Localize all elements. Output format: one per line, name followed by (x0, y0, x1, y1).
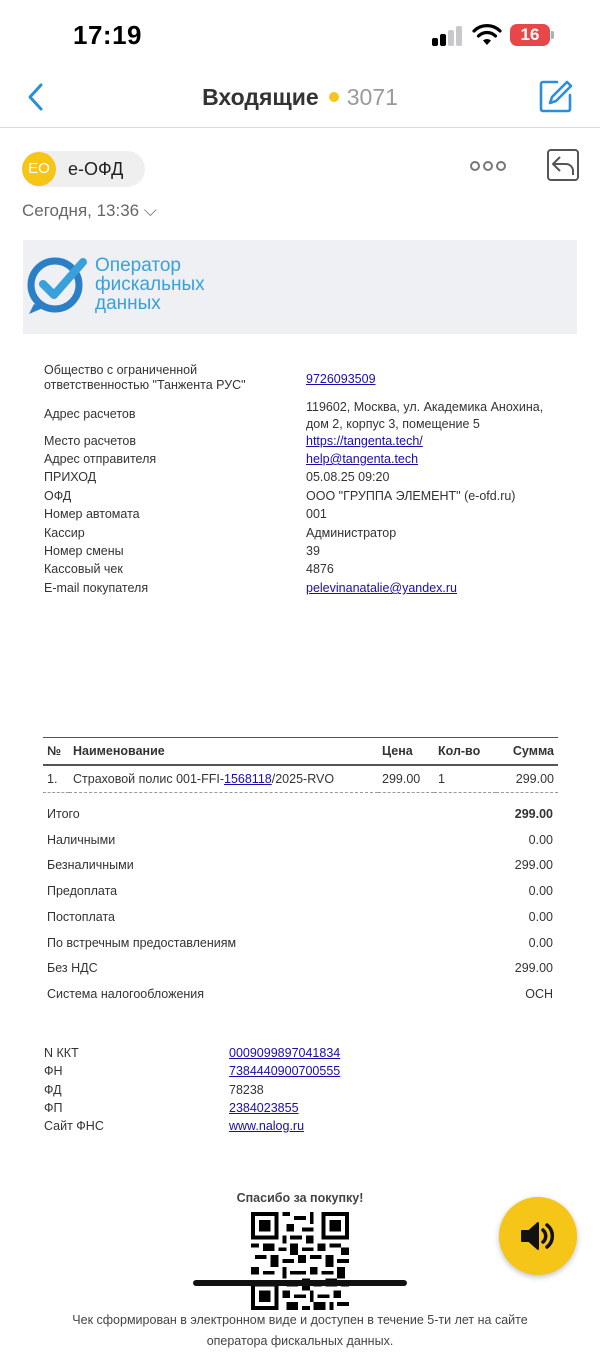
thanks-text: Спасибо за покупку! (236, 1191, 364, 1205)
info-label: Номер автомата (44, 507, 140, 521)
info-label: Адрес отправителя (44, 452, 157, 466)
total-value: 0.00 (528, 910, 553, 924)
total-value: ОСН (525, 987, 553, 1001)
qr-code-icon[interactable] (251, 1212, 349, 1310)
info-value: 39 (306, 544, 320, 558)
total-label: Безналичными (47, 858, 134, 872)
battery-level: 16 (520, 25, 540, 44)
row-name (69, 765, 378, 793)
logo-line-1: Оператор (95, 255, 181, 276)
fiscal-label: ФП (44, 1101, 63, 1115)
speaker-icon (519, 1219, 557, 1253)
info-label: Общество с ограниченной ответственностью "Танжента РУС" (44, 363, 246, 392)
fiscal-label: N ККТ (44, 1046, 79, 1060)
total-label: Постоплата (47, 910, 115, 924)
total-row (47, 910, 553, 928)
home-indicator[interactable] (193, 1280, 407, 1286)
info-label: Кассир (44, 526, 85, 540)
battery-icon (510, 24, 554, 46)
fns-site-link[interactable]: www.nalog.ru (229, 1119, 305, 1133)
info-value: 05.08.25 09:20 (306, 470, 390, 484)
total-label: Наличными (47, 833, 116, 847)
col-num: № (43, 738, 69, 766)
ofd-logo-text (95, 256, 205, 313)
info-value: Администратор (306, 526, 397, 540)
unread-count: 3071 (346, 84, 398, 110)
total-row (47, 884, 553, 902)
col-qty: Кол-во (434, 738, 496, 766)
fp-number-link[interactable]: 2384023855 (229, 1101, 299, 1115)
total-row (47, 858, 553, 876)
table-row (43, 765, 558, 793)
total-label: По встречным предоставлениям (47, 936, 237, 950)
chevron-down-icon: ⌵ (143, 201, 157, 220)
total-value: 0.00 (528, 884, 553, 898)
date-text: Сегодня, 13:36 (22, 201, 140, 220)
row-qty: 1 (434, 765, 496, 793)
info-label: Кассовый чек (44, 562, 123, 576)
total-label: Предоплата (47, 884, 118, 898)
total-row (47, 987, 553, 1005)
row-sum: 299.00 (496, 765, 558, 793)
more-options-icon[interactable] (470, 155, 506, 177)
logo-line-3: данных (95, 293, 161, 314)
total-value: 0.00 (528, 936, 553, 950)
cellular-signal-icon (432, 26, 464, 46)
fiscal-label: Сайт ФНС (44, 1119, 104, 1133)
fn-number-link[interactable]: 7384440900700555 (229, 1064, 341, 1078)
logo-line-2: фискальных (95, 274, 205, 295)
buyer-email-link[interactable]: pelevinanatalie@yandex.ru (306, 581, 457, 595)
total-row (47, 833, 553, 851)
status-time: 17:19 (73, 20, 142, 50)
fiscal-label: ФН (44, 1064, 63, 1078)
sender-chip[interactable] (22, 151, 145, 187)
total-label: Система налогообложения (47, 987, 205, 1001)
info-label: ОФД (44, 489, 72, 503)
fd-number: 78238 (229, 1083, 264, 1097)
message-date[interactable] (22, 201, 157, 221)
info-label: Место расчетов (44, 434, 137, 448)
col-sum: Сумма (496, 738, 558, 766)
info-value: ООО "ГРУППА ЭЛЕМЕНТ" (e-ofd.ru) (306, 489, 516, 503)
info-value: 001 (306, 507, 327, 521)
nav-bar (0, 70, 600, 128)
total-value: 299.00 (514, 858, 553, 872)
col-price: Цена (378, 738, 434, 766)
read-aloud-button[interactable] (499, 1197, 577, 1275)
info-label: E-mail покупателя (44, 581, 149, 595)
item-name-prefix: Страховой полис 001-FFI- (73, 772, 224, 786)
ofd-header (23, 240, 577, 334)
sender-avatar: EO (22, 152, 56, 186)
inn-link[interactable]: 9726093509 (306, 372, 376, 386)
email-body (23, 240, 577, 1348)
table-header-row (43, 738, 558, 766)
row-price: 299.00 (378, 765, 434, 793)
col-name: Наименование (69, 738, 378, 766)
info-label: Номер смены (44, 544, 124, 558)
total-value: 0.00 (528, 833, 553, 847)
reply-icon[interactable] (546, 148, 580, 182)
row-num: 1. (43, 765, 69, 793)
info-label: Адрес расчетов (44, 407, 136, 421)
footer-note: Чек сформирован в электронном виде и доступен в течение 5-ти лет на сайте оператора фискальных данных. (72, 1313, 528, 1348)
kkt-number-link[interactable]: 0009099897041834 (229, 1046, 341, 1060)
sender-name: е-ОФД (68, 158, 124, 179)
total-row (47, 807, 553, 825)
sender-email-link[interactable]: help@tangenta.tech (306, 452, 419, 466)
item-name-suffix: /2025-RVO (271, 772, 335, 786)
info-value: 4876 (306, 562, 334, 576)
info-value: 119602, Москва, ул. Академика Анохина, дом 2, корпус 3, помещение 5 (306, 400, 544, 431)
mailbox-title (0, 84, 600, 111)
total-label: Итого (47, 807, 80, 821)
status-bar (0, 0, 600, 70)
policy-number-link[interactable]: 1568118 (224, 772, 272, 786)
receipt (23, 334, 577, 1348)
compose-icon[interactable] (538, 78, 574, 114)
site-link[interactable]: https://tangenta.tech/ (306, 434, 423, 448)
mailbox-name: Входящие (202, 84, 319, 110)
total-label: Без НДС (47, 961, 98, 975)
unread-dot-icon (329, 92, 339, 102)
info-label: ПРИХОД (44, 470, 97, 484)
ofd-logo-icon (25, 252, 89, 316)
total-row (47, 936, 553, 954)
fiscal-label: ФД (44, 1083, 62, 1097)
total-row (47, 961, 553, 979)
total-value: 299.00 (514, 961, 553, 975)
total-value: 299.00 (514, 807, 553, 821)
wifi-icon (472, 24, 502, 46)
items-table (43, 737, 558, 793)
